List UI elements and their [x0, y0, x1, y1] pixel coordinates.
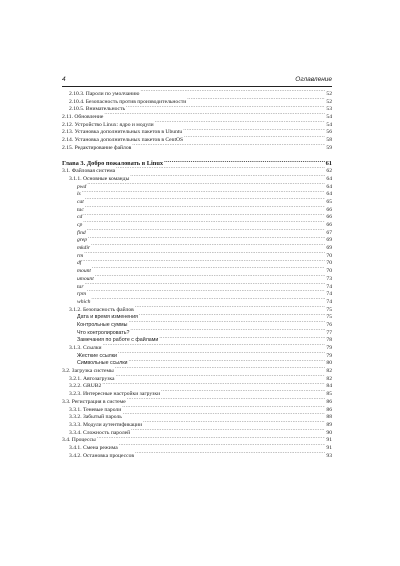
- toc-entry: [62, 166, 332, 174]
- dot-leader: [84, 251, 325, 257]
- toc-entry: [62, 412, 332, 420]
- toc-entry-title: df: [77, 260, 82, 267]
- dot-leader: [104, 112, 325, 118]
- toc-entry-page: 82: [326, 368, 332, 375]
- dot-leader: [122, 405, 325, 411]
- toc-entry: [62, 328, 332, 336]
- toc-entry-page: 61: [325, 159, 332, 167]
- toc-entry: [62, 435, 332, 443]
- toc-entry-title: 3.3.4. Сложность паролей: [69, 429, 131, 436]
- toc-entry-title: rpm: [77, 291, 87, 298]
- toc-entry-page: 64: [326, 183, 332, 190]
- toc-entry-title: grep: [77, 237, 88, 244]
- toc-entry: [62, 282, 332, 290]
- toc-entry-page: 56: [326, 129, 332, 136]
- toc-entry-title: 3.4.2. Остановка процессов: [69, 452, 135, 459]
- dot-leader: [135, 305, 326, 311]
- dot-leader: [116, 374, 326, 380]
- toc-entry-title: Замечания по работе с файлами: [77, 337, 159, 344]
- toc-entry-page: 88: [326, 414, 332, 421]
- toc-entry: [62, 405, 332, 413]
- toc-entry: [62, 389, 332, 397]
- dot-leader: [116, 166, 325, 172]
- toc-entry-page: 65: [326, 198, 332, 205]
- page-number: 4: [62, 76, 66, 83]
- dot-leader: [91, 243, 325, 249]
- toc-entry-title: find: [77, 229, 86, 236]
- dot-leader: [119, 443, 326, 449]
- toc-entry-title: 3.3.3. Модули аутентификации: [69, 421, 143, 428]
- toc-entry-title: 3.1. Файловая система: [62, 168, 116, 175]
- toc-entry-title: umount: [77, 275, 94, 282]
- section-title: Оглавление: [295, 76, 332, 83]
- toc-entry-title: 3.4. Процессы: [62, 437, 96, 444]
- dot-leader: [95, 274, 326, 280]
- toc-entry-page: 84: [326, 383, 332, 390]
- dot-leader: [123, 412, 326, 418]
- dot-leader: [92, 266, 325, 272]
- toc-entry-page: 85: [326, 391, 332, 398]
- dot-leader: [132, 143, 325, 149]
- toc-entry-title: Дата и время изменения: [77, 314, 138, 321]
- toc-entry-page: 86: [326, 406, 332, 413]
- toc-entry-page: 91: [326, 444, 332, 451]
- dot-leader: [102, 381, 325, 387]
- toc-entry-title: 3.1.1. Основные команды: [69, 175, 130, 182]
- dot-leader: [82, 189, 326, 195]
- toc-entry-title: 3.1.3. Ссылки: [69, 345, 102, 351]
- toc-entry-page: 79: [326, 352, 332, 359]
- dot-leader: [128, 358, 325, 364]
- toc-entry-title: rm: [77, 252, 84, 259]
- toc-chapter-entry: [62, 159, 332, 167]
- toc-entry: [62, 289, 332, 297]
- toc-entry-page: 69: [326, 245, 332, 252]
- toc-entry-page: 54: [326, 114, 332, 121]
- toc-entry: [62, 266, 332, 274]
- dot-leader: [85, 205, 326, 211]
- toc-entry-page: 86: [326, 398, 332, 405]
- dot-leader: [91, 297, 325, 303]
- toc-entry-page: 91: [326, 437, 332, 444]
- toc-entry: [62, 451, 332, 459]
- toc-entry-page: 64: [326, 191, 332, 198]
- dot-leader: [129, 320, 326, 326]
- toc-entry-page: 67: [326, 229, 332, 236]
- dot-leader: [118, 351, 325, 357]
- dot-leader: [130, 174, 325, 180]
- toc-entry: [62, 127, 332, 135]
- toc-entry-title: 2.15. Редактирование файлов: [62, 144, 132, 151]
- dot-leader: [82, 258, 325, 264]
- dot-leader: [87, 289, 325, 295]
- toc-entry: [62, 274, 332, 282]
- toc-entry-title: cp: [77, 222, 83, 228]
- toc-entry: [62, 135, 332, 143]
- dot-leader: [159, 335, 325, 341]
- toc-entry-page: 69: [326, 237, 332, 244]
- toc-entry-page: 75: [326, 314, 332, 321]
- toc-entry: [62, 297, 332, 305]
- running-header: [62, 76, 332, 86]
- toc-entry-page: 66: [326, 222, 332, 228]
- toc-entry: [62, 89, 332, 97]
- dot-leader: [130, 328, 325, 334]
- toc-entry-title: Глава 3. Добро пожаловать в Linux: [62, 159, 164, 167]
- toc-entry: [62, 205, 332, 213]
- toc-entry: [62, 381, 332, 389]
- toc-entry-page: 89: [326, 421, 332, 428]
- toc-entry-title: 3.2.1. Автозагрузка: [69, 375, 115, 382]
- toc-entry-page: 80: [326, 360, 332, 367]
- toc-entry-page: 74: [326, 291, 332, 298]
- toc-entry-title: 3.2. Загрузка системы: [62, 368, 114, 375]
- toc-entry: [62, 182, 332, 190]
- toc-entry: [62, 189, 332, 197]
- toc-entry-page: 75: [326, 306, 332, 313]
- toc-entry: [62, 97, 332, 105]
- toc-entry-page: 70: [326, 268, 332, 275]
- toc-entry: [62, 220, 332, 228]
- toc-entry-page: 70: [326, 252, 332, 259]
- toc-entry-title: Контрольные суммы: [77, 321, 128, 328]
- dot-leader: [83, 220, 325, 226]
- toc-entry: [62, 235, 332, 243]
- toc-entry: [62, 420, 332, 428]
- toc-entry-title: mount: [77, 268, 91, 275]
- dot-leader: [183, 127, 325, 133]
- dot-leader: [97, 435, 326, 441]
- toc-entry-title: 3.4.1. Смена режима: [69, 444, 118, 451]
- toc-entry: [62, 343, 332, 351]
- toc-entry-title: mkdir: [77, 245, 91, 252]
- dot-leader: [115, 366, 326, 372]
- dot-leader: [85, 282, 326, 288]
- toc-entry-title: Жесткие ссылки: [77, 352, 118, 359]
- toc-entry-page: 52: [326, 91, 332, 97]
- toc-entry: [62, 351, 332, 359]
- toc-entry-page: 77: [326, 329, 332, 336]
- toc-entry-page: 93: [326, 452, 332, 459]
- toc-entry: [62, 374, 332, 382]
- toc-entry-title: ls: [77, 191, 81, 198]
- toc-entry-page: 53: [326, 106, 332, 113]
- dot-leader: [135, 451, 325, 457]
- toc-entry-title: pwd: [77, 183, 87, 190]
- dot-leader: [83, 212, 325, 218]
- toc-entry-title: Что контролировать?: [77, 329, 130, 336]
- dot-leader: [87, 182, 325, 188]
- toc-entry: [62, 366, 332, 374]
- toc-entry-title: tar: [77, 283, 84, 290]
- toc-entry: [62, 197, 332, 205]
- toc-entry: [62, 320, 332, 328]
- toc-entry-page: 90: [326, 429, 332, 436]
- toc-entry-title: 3.2.2. GRUB2: [69, 383, 102, 390]
- toc-entry-title: Символьные ссылки: [77, 360, 128, 367]
- toc-entry-title: tac: [77, 206, 84, 213]
- toc-entry-title: 2.14. Установка дополнительных пакетов в CentOS: [62, 137, 184, 144]
- dot-leader: [184, 135, 325, 141]
- toc-entry-page: 66: [326, 214, 332, 221]
- toc-entry-page: 73: [326, 275, 332, 282]
- toc-entry: [62, 112, 332, 120]
- dot-leader: [164, 159, 325, 165]
- toc-entry: [62, 443, 332, 451]
- toc-entry: [62, 228, 332, 236]
- toc-entry-title: which: [77, 298, 91, 305]
- toc-entry-page: 78: [326, 337, 332, 344]
- toc-entry-title: 2.13. Установка дополнительных пакетов в Ubuntu: [62, 129, 183, 136]
- toc-entry-title: 2.12. Устройство Linux: ядро и модули: [62, 121, 154, 128]
- toc-entry-page: 62: [326, 168, 332, 175]
- dot-leader: [143, 420, 325, 426]
- toc-entry-page: 70: [326, 260, 332, 267]
- dot-leader: [161, 389, 325, 395]
- dot-leader: [131, 428, 325, 434]
- toc-entry-title: 3.3. Регистрация в системе: [62, 398, 126, 405]
- toc-entry-page: 58: [326, 137, 332, 144]
- dot-leader: [187, 97, 325, 103]
- toc-entry-title: 3.3.2. Забытый пароль: [69, 414, 122, 421]
- toc-entry: [62, 243, 332, 251]
- toc-entry-page: 66: [326, 206, 332, 213]
- toc-entry: [62, 174, 332, 182]
- header-rule: [62, 86, 332, 87]
- toc-entry-page: 82: [326, 375, 332, 382]
- toc-entry-title: 2.10.4. Безопасность против производительности: [69, 98, 187, 105]
- toc-entry: [62, 428, 332, 436]
- dot-leader: [87, 228, 326, 234]
- toc-entry-page: 64: [326, 175, 332, 182]
- toc-entry-title: 2.11. Обновление: [62, 114, 104, 121]
- dot-leader: [127, 397, 326, 403]
- toc-entry: [62, 312, 332, 320]
- toc-entry: [62, 212, 332, 220]
- toc-entry-title: 3.1.2. Безопасность файлов: [69, 306, 134, 313]
- dot-leader: [88, 235, 325, 241]
- toc-entry-title: 2.10.5. Внимательность: [69, 106, 126, 113]
- dot-leader: [126, 104, 325, 110]
- toc-entry-page: 79: [326, 345, 332, 351]
- toc-entry: [62, 258, 332, 266]
- toc-entry-page: 74: [326, 298, 332, 305]
- toc-entry: [62, 358, 332, 366]
- dot-leader: [139, 312, 325, 318]
- toc-entry: [62, 120, 332, 128]
- toc-entry: [62, 104, 332, 112]
- dot-leader: [85, 197, 326, 203]
- toc-entry: [62, 251, 332, 259]
- dot-leader: [103, 343, 326, 349]
- dot-leader: [155, 120, 326, 126]
- toc-entry: [62, 143, 332, 151]
- toc-entry-title: cd: [77, 214, 83, 221]
- toc-entry: [62, 335, 332, 343]
- toc-entry-title: 3.2.3. Интересные настройки загрузки: [69, 391, 161, 398]
- toc-entry-page: 76: [326, 321, 332, 328]
- toc-entry: [62, 397, 332, 405]
- toc-entry-page: 74: [326, 283, 332, 290]
- toc-entry-title: 3.3.1. Теневые пароли: [69, 406, 122, 413]
- toc-entry-page: 52: [326, 98, 332, 105]
- toc-entry-title: 2.10.3. Пароли по умолчанию: [69, 91, 140, 97]
- toc-entry-page: 54: [326, 121, 332, 128]
- dot-leader: [140, 89, 325, 95]
- toc-entry-title: cat: [77, 198, 84, 205]
- toc-entry-page: 59: [326, 144, 332, 151]
- table-of-contents: [62, 89, 332, 458]
- toc-entry: [62, 305, 332, 313]
